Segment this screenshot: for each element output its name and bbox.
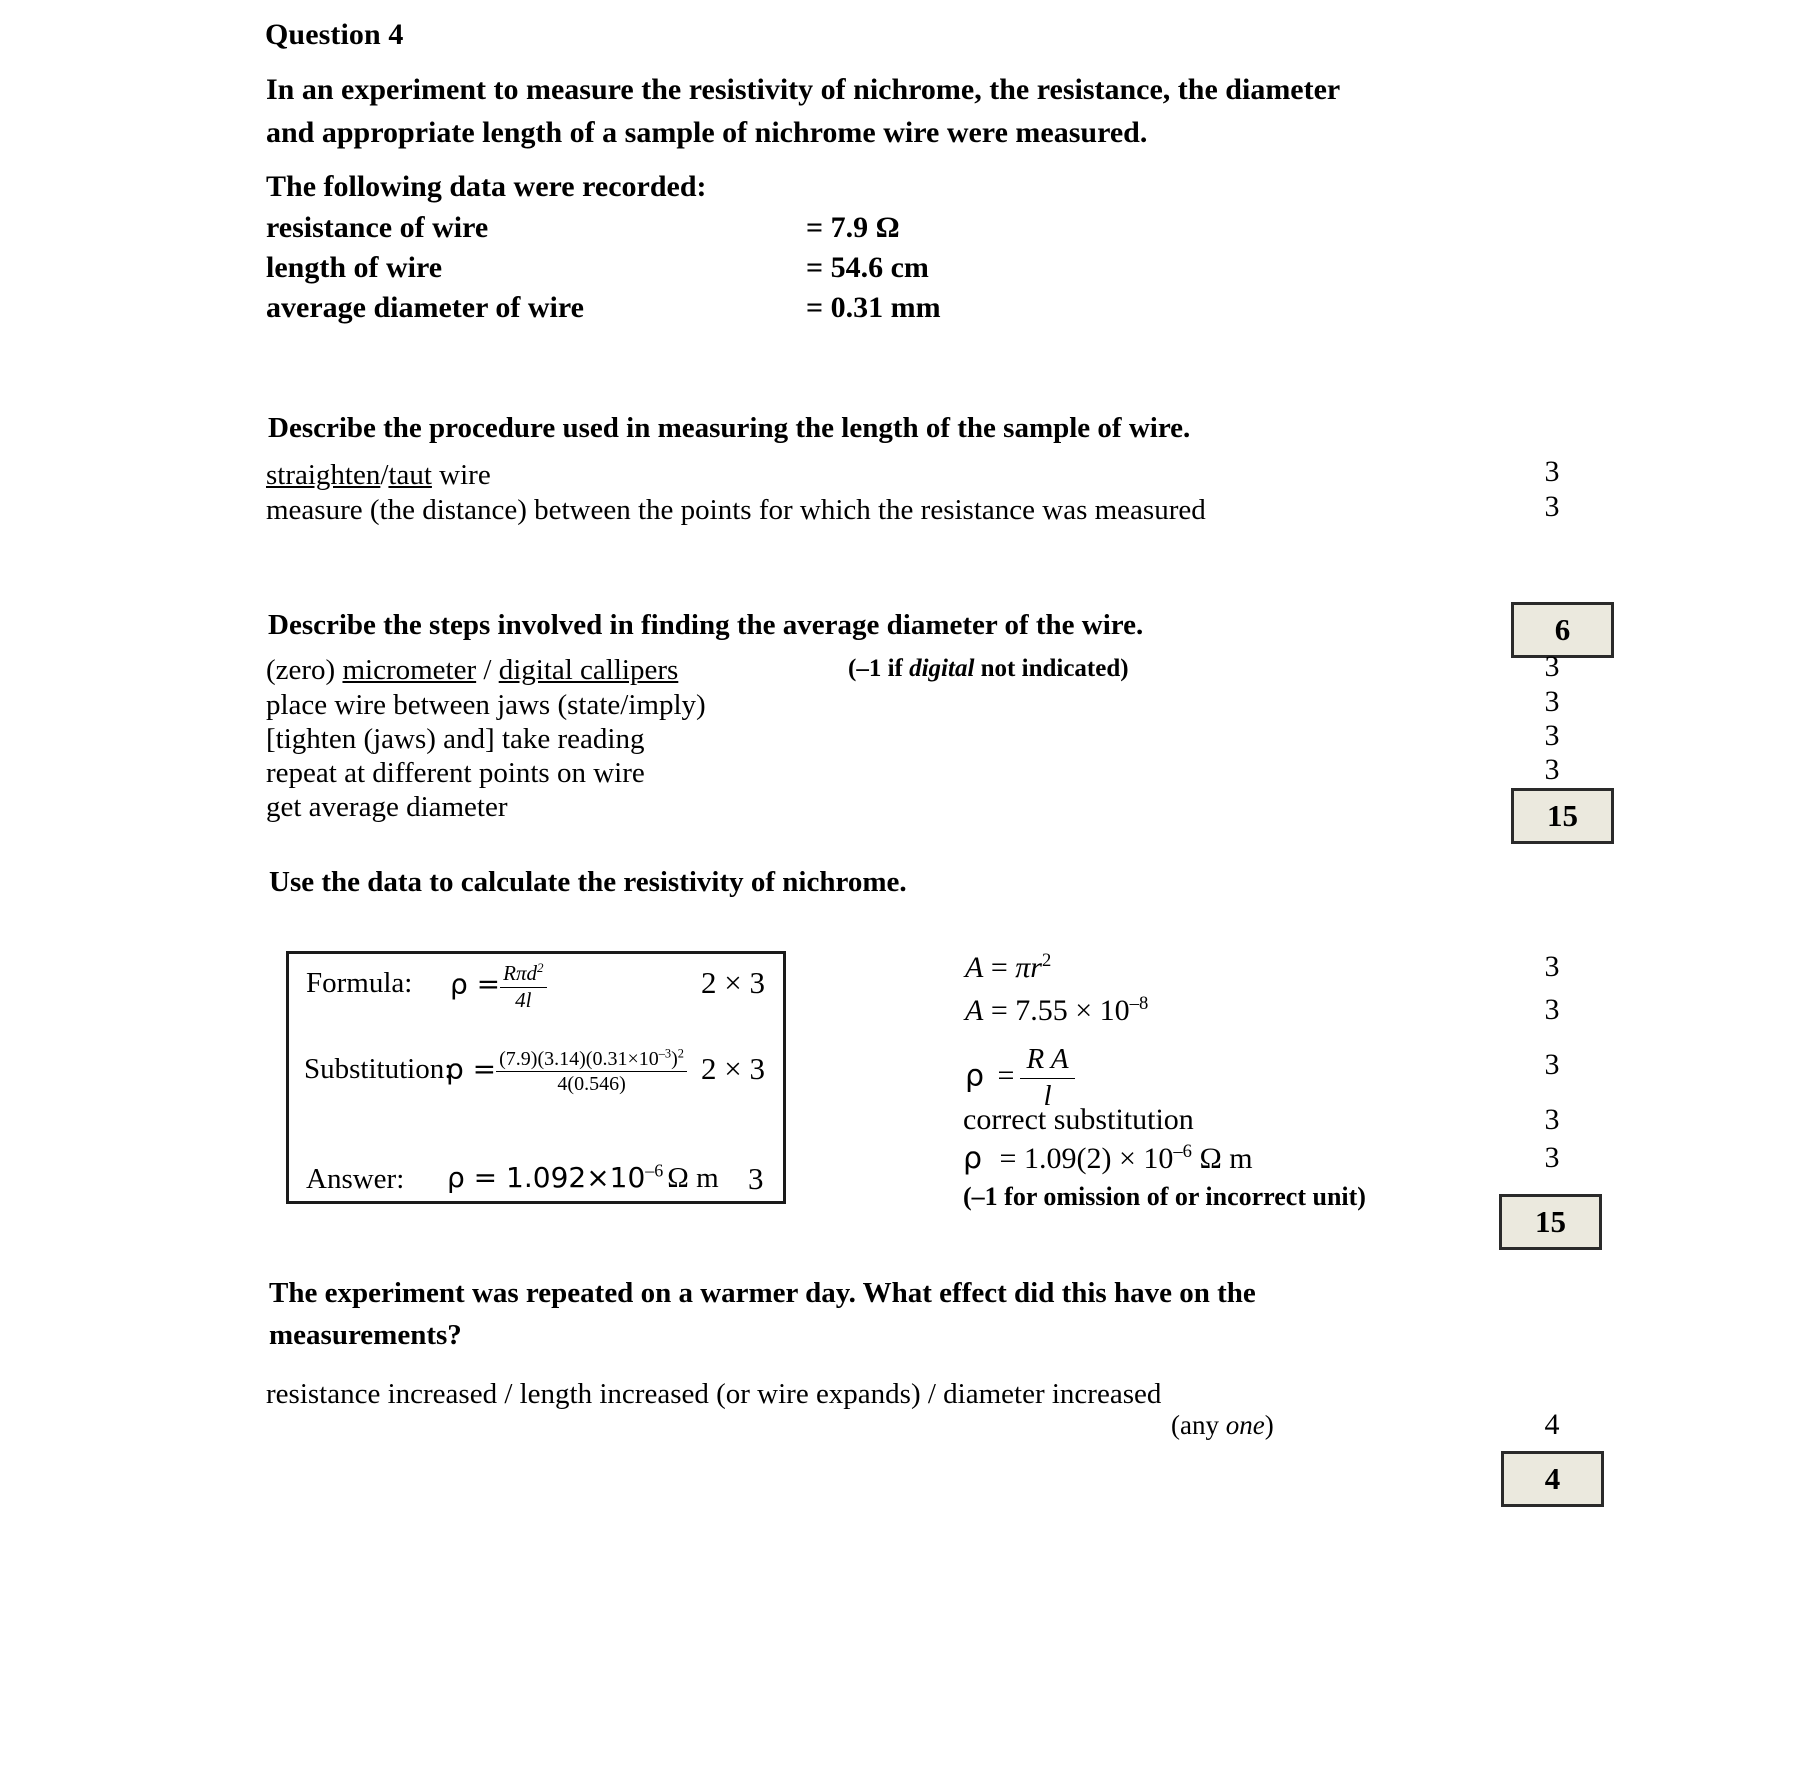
mark-value: 3 [1544,490,1560,523]
data-intro: The following data were recorded: [266,170,707,203]
part-d-answer: resistance increased / length increased (or wire expands) / diameter increased [266,1378,1162,1410]
part-a-total-box: 6 [1511,602,1614,658]
step-equals: = [990,994,1008,1027]
mark-value: 3 [1544,950,1560,983]
mark-value: 3 [1544,1103,1560,1136]
step-equals: = [990,951,1008,984]
step-equals: = [997,1059,1015,1093]
formula-denominator: 4l [515,987,532,1012]
calc-row-expr-formula [450,962,547,1012]
substitution-num-close: ) [671,1048,678,1070]
answer-keyword: straighten [266,459,381,491]
formula-lhs: ρ = [450,967,501,1001]
part-b-total-box: 15 [1511,788,1614,844]
qualifier-before: (any [1171,1410,1226,1440]
answer-exponent: –6 [645,1160,664,1181]
step-unit: Ω m [1199,1142,1253,1175]
part-b-answer-1 [266,650,678,690]
part-c-penalty-note: (–1 for omission of or incorrect unit) [963,1182,1366,1211]
formula-numerator: Rπd [503,961,537,985]
answer-keyword: micrometer [342,654,477,686]
step-lhs: A [965,994,984,1027]
calc-row-marks-answer: 3 [748,1161,764,1196]
substitution-inner-exponent: –3 [658,1046,672,1061]
data-row-label: resistance of wire [266,211,489,244]
step-numerator: R A [1020,1044,1074,1079]
answer-lead: (zero) [266,654,343,686]
calc-row-label-substitution: Substitution: [304,1053,453,1085]
step-lhs: ρ [963,1141,983,1176]
answer-expression: ρ = 1.092×10 [447,1161,646,1194]
data-row-value: = 54.6 cm [806,251,929,284]
part-a-prompt: Describe the procedure used in measuring the length of the sample of wire. [268,412,1191,444]
mark-value: 3 [1544,650,1560,683]
step-exponent: –8 [1129,993,1149,1014]
part-c-prompt: Use the data to calculate the resistivity of nichrome. [269,866,907,898]
part-b-penalty-note [848,655,1129,683]
part-b-answer-3: [tighten (jaws) and] take reading [266,723,645,755]
right-step-area [963,1141,1253,1176]
part-b-prompt: Describe the steps involved in finding the average diameter of the wire. [268,609,1144,641]
part-a-answer-2: measure (the distance) between the points for which the resistance was measured [266,494,1206,526]
note-before: (–1 if [848,655,910,682]
data-row-label: length of wire [266,251,443,284]
step-rhs: πr [1015,951,1042,984]
answer-unit: Ω m [667,1162,719,1194]
answer-separator: / [380,459,389,491]
answer-keyword: taut [388,459,432,491]
mark-value: 4 [1544,1408,1560,1441]
mark-value: 3 [1544,1048,1560,1081]
substitution-num-exponent: 2 [677,1046,684,1061]
data-row-value: = 7.9 Ω [806,211,900,244]
mark-value: 3 [1544,993,1560,1026]
step-lhs: A [965,951,984,984]
part-b-answer-5: get average diameter [266,791,508,823]
right-step-area [965,951,1051,985]
data-row-value: = 0.31 mm [806,291,941,324]
calc-row-marks-formula: 2 × 3 [701,965,765,1000]
answer-separator: / [476,654,499,686]
substitution-lhs: ρ = [446,1052,497,1086]
step-exponent: 2 [1041,950,1052,971]
qualifier-after: ) [1264,1410,1274,1440]
step-denominator: l [1043,1079,1052,1112]
mark-value: 3 [1544,685,1560,718]
calc-row-marks-substitution: 2 × 3 [701,1051,765,1086]
calc-row-expr-substitution [446,1048,687,1096]
substitution-denominator: 4(0.546) [557,1073,626,1096]
part-b-answer-4: repeat at different points on wire [266,757,645,789]
calc-row-label-formula: Formula: [306,967,413,999]
step-lhs: ρ [965,1058,985,1094]
right-step-text: correct substitution [963,1103,1194,1136]
step-rhs: 1.09(2) × 10 [1023,1142,1174,1175]
step-equals: = [999,1142,1017,1175]
mark-value: 3 [1544,455,1560,488]
part-b-answer-2: place wire between jaws (state/imply) [266,689,706,721]
part-a-answer-1 [266,455,491,495]
question-number: Question 4 [265,18,404,51]
calc-row-label-answer: Answer: [306,1163,405,1195]
qualifier-italic: one [1225,1410,1265,1440]
calc-row-expr-answer [447,1161,719,1195]
mark-value: 3 [1544,753,1560,786]
step-exponent: –6 [1173,1141,1192,1162]
mark-value: 3 [1544,719,1560,752]
note-italic: digital [909,655,975,682]
right-step-area [965,994,1148,1028]
part-d-prompt: The experiment was repeated on a warmer day. What effect did this have on the measurements? [269,1277,1256,1351]
answer-keyword: digital callipers [498,654,679,686]
question-stem: In an experiment to measure the resistivity of nichrome, the resistance, the diameter and appropriate length of a sample of nichrome wire were measured. [266,73,1340,149]
part-d-qualifier [1171,1410,1274,1441]
mark-value: 3 [1544,1141,1560,1174]
substitution-numerator: (7.9)(3.14)(0.31×10 [499,1048,659,1070]
data-row-label: average diameter of wire [266,291,584,324]
note-after: not indicated) [974,655,1129,682]
formula-num-exponent: 2 [537,960,544,975]
answer-tail: wire [431,459,491,491]
step-rhs: 7.55 × 10 [1015,994,1130,1027]
part-d-total-box: 4 [1501,1451,1604,1507]
part-c-total-box: 15 [1499,1194,1602,1250]
